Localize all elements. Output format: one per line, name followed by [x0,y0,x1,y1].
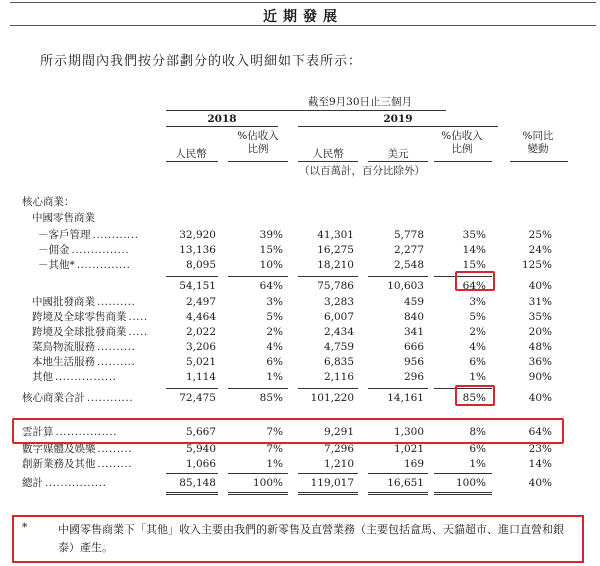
subtotal-rule [166,276,218,277]
cell-usd19: 840 [403,311,424,323]
cell-rmb18: 32,920 [179,229,216,241]
cell-rmb19: 41,301 [317,229,354,241]
cell-rmb18: 2,497 [185,296,216,308]
cell-rmb19: 101,220 [310,392,354,404]
row-leader-dots: ................ [55,371,117,383]
cell-p19: 2% [469,326,486,338]
cell-p18: 6% [266,356,283,368]
row-label: 核心商業合計 [22,392,85,404]
cell-rmb19: 9,291 [323,426,354,438]
row-leader-dots: ................ [45,477,107,489]
col-yoy-h1: %同比 [522,130,554,142]
header-rule [510,161,568,162]
china-retail-label: 中國零售商業 [32,212,95,224]
row-leader-dots: ............ [87,392,134,404]
core-total-rule [166,388,218,389]
cell-p18: 7% [266,443,283,455]
cell-p18: 7% [266,426,283,438]
double-rule [434,492,492,493]
subtotal-rule [368,276,428,277]
row-label: 菜鳥物流服務 [32,341,95,353]
row-label: －其他* [38,259,75,271]
cell-yoy: 14% [528,458,552,470]
double-rule [228,494,288,495]
cell-p18: 39% [259,229,283,241]
grand-total-rule [434,473,492,474]
cell-rmb19: 4,759 [323,341,354,353]
cell-yoy: 35% [528,311,552,323]
cell-yoy: 125% [521,259,552,271]
cell-p19: 15% [462,259,486,271]
cell-usd19: 2,548 [393,259,424,271]
cell-usd19: 296 [403,371,424,383]
row-label: －客戶管理 [38,229,91,241]
cell-yoy: 48% [528,341,552,353]
double-rule [298,494,358,495]
col-pct2018-h2: 比例 [247,143,269,155]
cell-rmb18: 54,151 [179,280,216,292]
cell-rmb18: 4,464 [185,311,216,323]
double-rule [166,494,218,495]
double-rule [368,494,428,495]
cell-rmb19: 7,296 [323,443,354,455]
cell-yoy: 90% [528,371,552,383]
row-leader-dots: .......... [97,341,136,353]
cell-usd19: 956 [403,356,424,368]
col-pct2019-h2: 比例 [451,143,473,155]
cell-p18: 2% [266,326,283,338]
row-label: 總計 [22,477,43,489]
cell-p19: 64% [462,280,486,292]
row-label: 創新業務及其他 [22,458,96,470]
cell-p19: 6% [469,443,486,455]
cell-p19: 5% [469,311,486,323]
row-leader-dots: ................ [55,426,117,438]
double-rule [298,492,358,493]
cell-rmb19: 6,007 [323,311,354,323]
col-rmb2019: 人民幣 [312,148,344,160]
cell-yoy: 36% [528,356,552,368]
grand-total-rule [298,473,358,474]
cell-p18: 4% [266,341,283,353]
row-leader-dots: ..... [128,311,148,323]
row-leader-dots: ............ [92,229,139,241]
cell-rmb19: 119,017 [310,477,354,489]
cell-yoy: 23% [528,443,552,455]
year-2018: 2018 [207,113,237,125]
cell-usd19: 2,277 [393,244,424,256]
cell-p19: 85% [462,392,486,404]
intro-text: 所示期間內我們按分部劃分的收入明細如下表所示： [40,54,363,69]
cell-rmb19: 3,283 [323,296,354,308]
row-label: 數字媒體及娛樂 [22,443,96,455]
cell-rmb18: 85,148 [179,477,216,489]
row-label: 本地生活服務 [32,356,95,368]
cell-rmb18: 72,475 [179,392,216,404]
header-rule [298,161,358,162]
core-total-rule [298,388,358,389]
cell-p19: 1% [469,371,486,383]
cell-yoy: 24% [528,244,552,256]
row-label: 中國批發商業 [32,296,95,308]
cell-usd19: 14,161 [387,392,424,404]
cell-yoy: 40% [528,477,552,489]
cell-p19: 35% [462,229,486,241]
cell-rmb18: 1,114 [185,371,216,383]
unit-note: （以百萬計，百分比除外） [299,165,425,177]
cell-p19: 4% [469,341,486,353]
highlight-box-subtotal-pct [455,271,495,291]
grand-total-rule [228,473,288,474]
cell-rmb19: 2,116 [323,371,354,383]
cell-p19: 100% [455,477,486,489]
cell-p19: 6% [469,356,486,368]
highlight-box-core-pct [455,385,495,406]
highlight-box-cloud-row [12,418,564,444]
cell-usd19: 10,603 [387,280,424,292]
row-leader-dots: .............. [76,259,131,271]
cell-p18: 1% [266,371,283,383]
row-label: 雲計算 [22,426,54,438]
year-2019: 2019 [383,113,413,125]
cell-rmb19: 6,835 [323,356,354,368]
row-leader-dots: ......... [97,443,133,455]
row-label: 跨境及全球批發商業 [32,326,127,338]
cell-p18: 64% [259,280,283,292]
subtotal-rule [298,276,358,277]
cell-rmb19: 2,434 [323,326,354,338]
cell-usd19: 16,651 [387,477,424,489]
cell-usd19: 1,300 [393,426,424,438]
cell-p18: 10% [259,259,283,271]
cell-p18: 1% [266,458,283,470]
footnote-text: 中國零售商業下「其他」收入主要由我們的新零售及直營業務（主要包括盒馬、天貓超市、進口直營和銀泰）產生。 [58,523,564,554]
col-usd2019: 美元 [387,148,409,160]
grand-total-rule [368,473,428,474]
core-commerce-label: 核心商業： [22,196,75,208]
header-rule [228,161,288,162]
cell-rmb18: 8,095 [185,259,216,271]
cell-p19: 1% [469,458,486,470]
row-leader-dots: ..... [128,326,148,338]
row-label: 其他 [32,371,53,383]
row-leader-dots: .......... [97,356,136,368]
cell-rmb19: 18,210 [317,259,354,271]
year-2018-rule [166,126,278,127]
section-header [10,2,596,26]
cell-rmb18: 13,136 [179,244,216,256]
cell-p18: 100% [252,477,283,489]
cell-rmb19: 75,786 [317,280,354,292]
double-rule [166,492,218,493]
header-rule [434,161,492,162]
row-leader-dots: ......... [97,458,133,470]
period-header: 截至9月30日止三個月 [307,96,413,108]
cell-yoy: 25% [528,229,552,241]
cell-p18: 15% [259,244,283,256]
section-title: 近期發展 [263,9,343,25]
cell-yoy: 40% [528,280,552,292]
double-rule [434,494,492,495]
cell-rmb19: 16,275 [317,244,354,256]
cell-rmb18: 5,940 [185,443,216,455]
cell-p19: 14% [462,244,486,256]
cell-rmb18: 3,206 [185,341,216,353]
cell-yoy: 64% [528,426,552,438]
row-leader-dots: ............... [71,244,130,256]
cell-rmb18: 5,021 [185,356,216,368]
col-rmb2018: 人民幣 [175,148,207,160]
cell-p18: 85% [259,392,283,404]
header-rule [368,161,428,162]
col-pct2018-h1: %佔收入 [237,130,279,142]
row-label: －佣金 [38,244,70,256]
cell-usd19: 459 [403,296,424,308]
core-total-rule [228,388,288,389]
grand-total-rule [166,473,218,474]
cell-usd19: 666 [403,341,424,353]
cell-rmb18: 2,022 [185,326,216,338]
cell-rmb18: 1,066 [185,458,216,470]
cell-usd19: 341 [403,326,424,338]
cell-yoy: 20% [528,326,552,338]
double-rule [368,492,428,493]
double-rule [228,492,288,493]
row-leader-dots: .......... [97,296,136,308]
col-pct2019-h1: %佔收入 [441,130,483,142]
row-label: 跨境及全球零售商業 [32,311,127,323]
col-yoy-h2: 變動 [527,143,549,155]
cell-yoy: 40% [528,392,552,404]
subtotal-rule [228,276,288,277]
cell-p18: 3% [266,296,283,308]
cell-p19: 3% [469,296,486,308]
year-2019-rule [298,126,498,127]
cell-usd19: 169 [403,458,424,470]
footnote-mark: * [22,521,28,534]
cell-p18: 5% [266,311,283,323]
cell-p19: 8% [469,426,486,438]
cell-rmb18: 5,667 [185,426,216,438]
cell-usd19: 1,021 [393,443,424,455]
cell-usd19: 5,778 [393,229,424,241]
cell-yoy: 31% [528,296,552,308]
cell-rmb19: 1,210 [323,458,354,470]
header-rule [166,161,218,162]
core-total-rule [368,388,428,389]
period-rule [166,110,446,111]
